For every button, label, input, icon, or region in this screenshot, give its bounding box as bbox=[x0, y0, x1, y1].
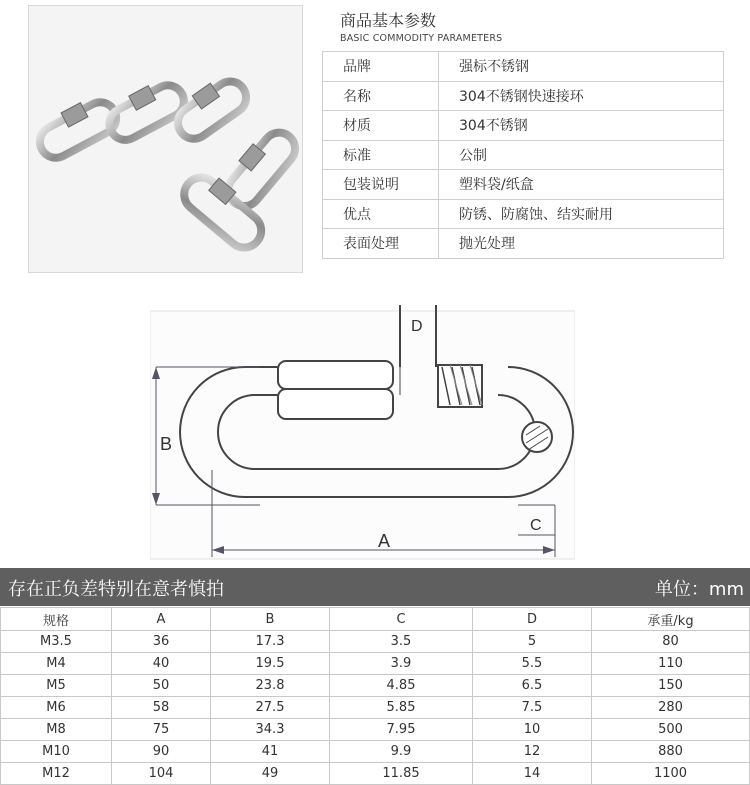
cell: 5.85 bbox=[330, 697, 473, 719]
col-header: D bbox=[473, 608, 592, 631]
table-row bbox=[1, 719, 750, 741]
table-row bbox=[1, 675, 750, 697]
param-value: 强标不锈钢 bbox=[439, 52, 724, 82]
label-c: C bbox=[530, 517, 542, 534]
cell: 104 bbox=[112, 763, 211, 785]
label-d: D bbox=[411, 318, 423, 335]
notice-banner bbox=[0, 568, 750, 606]
col-header: 规格 bbox=[1, 608, 112, 631]
cell: 5.5 bbox=[473, 653, 592, 675]
param-key: 包装说明 bbox=[323, 170, 439, 200]
cell: 500 bbox=[592, 719, 750, 741]
cell: 6.5 bbox=[473, 675, 592, 697]
cell: M5 bbox=[1, 675, 112, 697]
cell: 7.95 bbox=[330, 719, 473, 741]
product-photo bbox=[28, 5, 303, 273]
table-row bbox=[1, 741, 750, 763]
cell: 90 bbox=[112, 741, 211, 763]
cell: 1100 bbox=[592, 763, 750, 785]
param-value: 304不锈钢快速接环 bbox=[439, 81, 724, 111]
cell: 36 bbox=[112, 631, 211, 653]
cell: 110 bbox=[592, 653, 750, 675]
col-header: 承重/kg bbox=[592, 608, 750, 631]
params-row bbox=[323, 199, 724, 229]
cell: 49 bbox=[211, 763, 330, 785]
param-key: 优点 bbox=[323, 199, 439, 229]
table-row bbox=[1, 631, 750, 653]
col-header: B bbox=[211, 608, 330, 631]
label-b: B bbox=[160, 434, 173, 454]
cell: M3.5 bbox=[1, 631, 112, 653]
col-header: C bbox=[330, 608, 473, 631]
unit-label: 单位：mm bbox=[654, 579, 744, 600]
params-table bbox=[322, 51, 724, 259]
cell: 50 bbox=[112, 675, 211, 697]
params-row bbox=[323, 81, 724, 111]
params-row bbox=[323, 170, 724, 200]
cell: 9.9 bbox=[330, 741, 473, 763]
tolerance-note: 存在正负差特别在意者慎拍 bbox=[8, 579, 224, 600]
cell: 150 bbox=[592, 675, 750, 697]
cell: 19.5 bbox=[211, 653, 330, 675]
cell: 5 bbox=[473, 631, 592, 653]
cell: 880 bbox=[592, 741, 750, 763]
col-header: A bbox=[112, 608, 211, 631]
cell: 11.85 bbox=[330, 763, 473, 785]
cell: 27.5 bbox=[211, 697, 330, 719]
cell: M6 bbox=[1, 697, 112, 719]
cell: 40 bbox=[112, 653, 211, 675]
cell: 3.5 bbox=[330, 631, 473, 653]
param-key: 标准 bbox=[323, 140, 439, 170]
cell: 3.9 bbox=[330, 653, 473, 675]
cell: M10 bbox=[1, 741, 112, 763]
cell: 75 bbox=[112, 719, 211, 741]
cell: M4 bbox=[1, 653, 112, 675]
cell: 17.3 bbox=[211, 631, 330, 653]
cell: 41 bbox=[211, 741, 330, 763]
param-key: 材质 bbox=[323, 111, 439, 141]
param-value: 塑料袋/纸盒 bbox=[439, 170, 724, 200]
cell: 58 bbox=[112, 697, 211, 719]
cell: 10 bbox=[473, 719, 592, 741]
params-subtitle: BASIC COMMODITY PARAMETERS bbox=[340, 33, 503, 44]
table-row bbox=[1, 697, 750, 719]
table-row bbox=[1, 653, 750, 675]
cell: 14 bbox=[473, 763, 592, 785]
dimension-drawing bbox=[150, 295, 575, 570]
cell: 7.5 bbox=[473, 697, 592, 719]
cell: M12 bbox=[1, 763, 112, 785]
params-row bbox=[323, 52, 724, 82]
param-value: 抛光处理 bbox=[439, 229, 724, 259]
param-key: 品牌 bbox=[323, 52, 439, 82]
params-row bbox=[323, 140, 724, 170]
cell: 4.85 bbox=[330, 675, 473, 697]
cell: 34.3 bbox=[211, 719, 330, 741]
cell: 80 bbox=[592, 631, 750, 653]
param-value: 防锈、防腐蚀、结实耐用 bbox=[439, 199, 724, 229]
params-row bbox=[323, 111, 724, 141]
param-value: 公制 bbox=[439, 140, 724, 170]
cell: 12 bbox=[473, 741, 592, 763]
param-key: 表面处理 bbox=[323, 229, 439, 259]
table-row bbox=[1, 763, 750, 785]
cell: M8 bbox=[1, 719, 112, 741]
spec-table bbox=[0, 607, 750, 785]
cell: 280 bbox=[592, 697, 750, 719]
spec-header-row bbox=[1, 608, 750, 631]
param-key: 名称 bbox=[323, 81, 439, 111]
params-row bbox=[323, 229, 724, 259]
params-title: 商品基本参数 bbox=[340, 11, 437, 30]
label-a: A bbox=[378, 531, 391, 551]
param-value: 304不锈钢 bbox=[439, 111, 724, 141]
cell: 23.8 bbox=[211, 675, 330, 697]
